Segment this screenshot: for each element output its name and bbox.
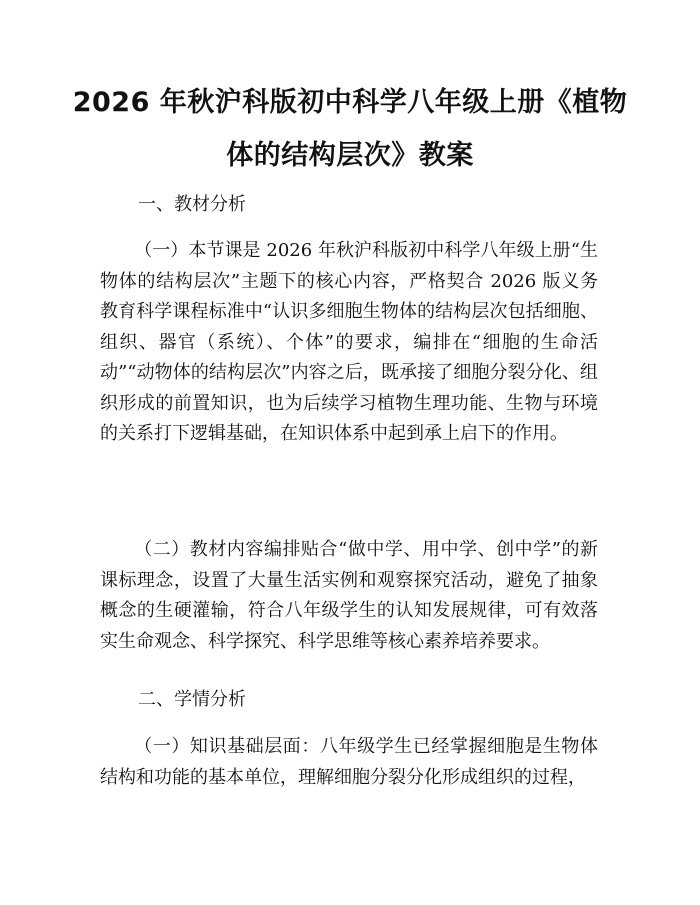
paragraph-textbook-analysis-1: （一）本节课是 2026 年秋沪科版初中科学八年级上册“生物体的结构层次”主题下的核心内容，严格契合 2026 版义务教育科学课程标准中“认识多细胞生物体的结构层次包括细胞、组织、器官（系统）、个体”的要求，编排在“细胞的生命活动”“动物体的结构层次”内容之后，既承接了细胞分裂分化、组织形成的前置知识，也为后续学习植物生理功能、生物与环境的关系打下逻辑基础，在知识体系中起到承上启下的作用。 xyxy=(100,240,598,444)
section-heading-textbook-analysis: 一、教材分析 xyxy=(138,194,246,215)
document-title-line-2: 体的结构层次》教案 xyxy=(226,140,474,171)
document-title-line-1: 2026 年秋沪科版初中科学八年级上册《植物 xyxy=(72,87,628,118)
paragraph-textbook-analysis-2: （二）教材内容编排贴合“做中学、用中学、创中学”的新课标理念，设置了大量生活实例和观察探究活动，避免了抽象概念的生硬灌输，符合八年级学生的认知发展规律，可有效落实生命观念、科学探究、科学思维等核心素养培养要求。 xyxy=(100,539,598,652)
paragraph-learner-analysis-1: （一）知识基础层面：八年级学生已经掌握细胞是生物体结构和功能的基本单位，理解细胞分裂分化形成组织的过程， xyxy=(100,736,598,788)
section-heading-learner-analysis: 二、学情分析 xyxy=(138,689,246,710)
